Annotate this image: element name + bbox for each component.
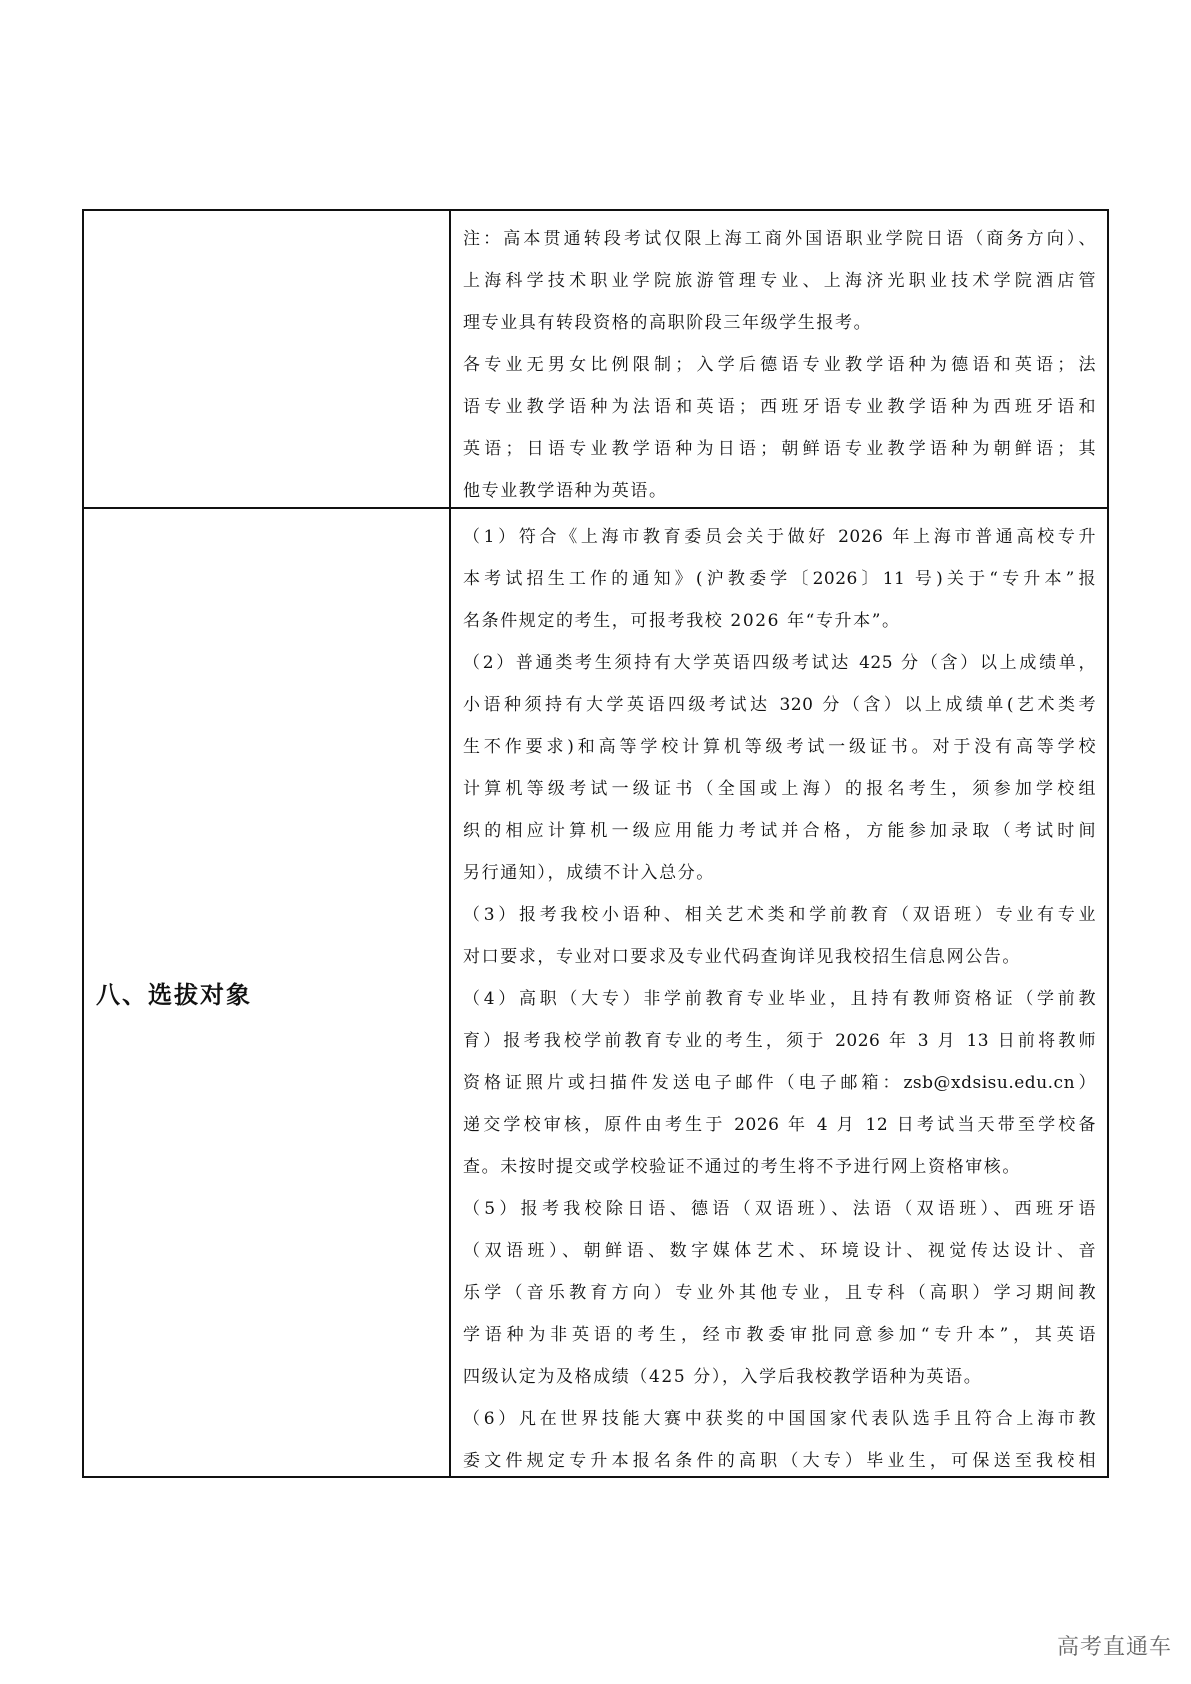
- text-line: 各专业无男女比例限制；入学后德语专业教学语种为德语和英语；法: [463, 355, 1096, 375]
- text-line: 本考试招生工作的通知》(沪教委学〔2026〕11 号)关于“专升本”报: [463, 569, 1096, 589]
- paragraph-note: [463, 218, 1096, 344]
- text-line: 织的相应计算机一级应用能力考试并合格，方能参加录取（考试时间: [463, 821, 1096, 841]
- text-line: 注：高本贯通转段考试仅限上海工商外国语职业学院日语（商务方向）、: [463, 229, 1096, 249]
- text-line: （双语班）、朝鲜语、数字媒体艺术、环境设计、视觉传达设计、音: [463, 1241, 1096, 1261]
- text-line: 小语种须持有大学英语四级考试达 320 分（含）以上成绩单(艺术类考: [463, 695, 1096, 715]
- row-label-selection-criteria: 八、选拔对象: [96, 981, 252, 1009]
- admission-info-table: [82, 209, 1109, 1478]
- paragraph-item-5: [463, 1188, 1096, 1398]
- text-line: 育）报考我校学前教育专业的考生，须于 2026 年 3 月 13 日前将教师: [463, 1031, 1096, 1051]
- text-line: 查。未按时提交或学校验证不通过的考生将不予进行网上资格审核。: [463, 1157, 1021, 1177]
- paragraph-item-1: [463, 516, 1096, 642]
- text-line: 对口要求，专业对口要求及专业代码查询详见我校招生信息网公告。: [463, 947, 1021, 967]
- text-line: 资格证照片或扫描件发送电子邮件（电子邮箱：zsb@xdsisu.edu.cn）: [463, 1073, 1096, 1093]
- text-line: 另行通知），成绩不计入总分。: [463, 863, 715, 883]
- paragraph-language-policy: [463, 344, 1096, 512]
- paragraph-item-3: [463, 894, 1096, 978]
- paragraph-item-6: [463, 1398, 1096, 1482]
- text-line: （6）凡在世界技能大赛中获奖的中国国家代表队选手且符合上海市教: [463, 1409, 1096, 1429]
- text-line: （5）报考我校除日语、德语（双语班）、法语（双语班）、西班牙语: [463, 1199, 1096, 1219]
- text-line: 英语；日语专业教学语种为日语；朝鲜语专业教学语种为朝鲜语；其: [463, 439, 1096, 459]
- text-line: 计算机等级考试一级证书（全国或上海）的报名考生，须参加学校组: [463, 779, 1096, 799]
- text-line: （1）符合《上海市教育委员会关于做好 2026 年上海市普通高校专升: [463, 527, 1096, 547]
- text-line: （2）普通类考生须持有大学英语四级考试达 425 分（含）以上成绩单，: [463, 653, 1096, 673]
- text-line: 语专业教学语种为法语和英语；西班牙语专业教学语种为西班牙语和: [463, 397, 1096, 417]
- text-line: 生不作要求)和高等学校计算机等级考试一级证书。对于没有高等学校: [463, 737, 1096, 757]
- text-line: 四级认定为及格成绩（425 分），入学后我校教学语种为英语。: [463, 1367, 983, 1387]
- row-label-cell: [84, 509, 451, 1476]
- table-row-selection-criteria: [84, 507, 1107, 1476]
- row-content-cell: [451, 211, 1107, 507]
- text-line: 他专业教学语种为英语。: [463, 481, 668, 501]
- text-line: 乐学（音乐教育方向）专业外其他专业，且专科（高职）学习期间教: [463, 1283, 1096, 1303]
- paragraph-item-2: [463, 642, 1096, 894]
- text-line: 理专业具有转段资格的高职阶段三年级学生报考。: [463, 313, 873, 333]
- table-row: [84, 211, 1107, 507]
- text-line: 上海科学技术职业学院旅游管理专业、上海济光职业技术学院酒店管: [463, 271, 1096, 291]
- text-line: 学语种为非英语的考生，经市教委审批同意参加“专升本”，其英语: [463, 1325, 1096, 1345]
- text-line: （3）报考我校小语种、相关艺术类和学前教育（双语班）专业有专业: [463, 905, 1096, 925]
- text-line: 名条件规定的考生，可报考我校 2026 年“专升本”。: [463, 611, 901, 631]
- text-line: 委文件规定专升本报名条件的高职（大专）毕业生，可保送至我校相: [463, 1451, 1096, 1471]
- watermark: 高考直通车: [1057, 1635, 1173, 1660]
- text-line: 递交学校审核，原件由考生于 2026 年 4 月 12 日考试当天带至学校备: [463, 1115, 1096, 1135]
- row-content-cell: [451, 509, 1107, 1476]
- text-line: （4）高职（大专）非学前教育专业毕业，且持有教师资格证（学前教: [463, 989, 1096, 1009]
- paragraph-item-4: [463, 978, 1096, 1188]
- row-label-cell: [84, 211, 451, 507]
